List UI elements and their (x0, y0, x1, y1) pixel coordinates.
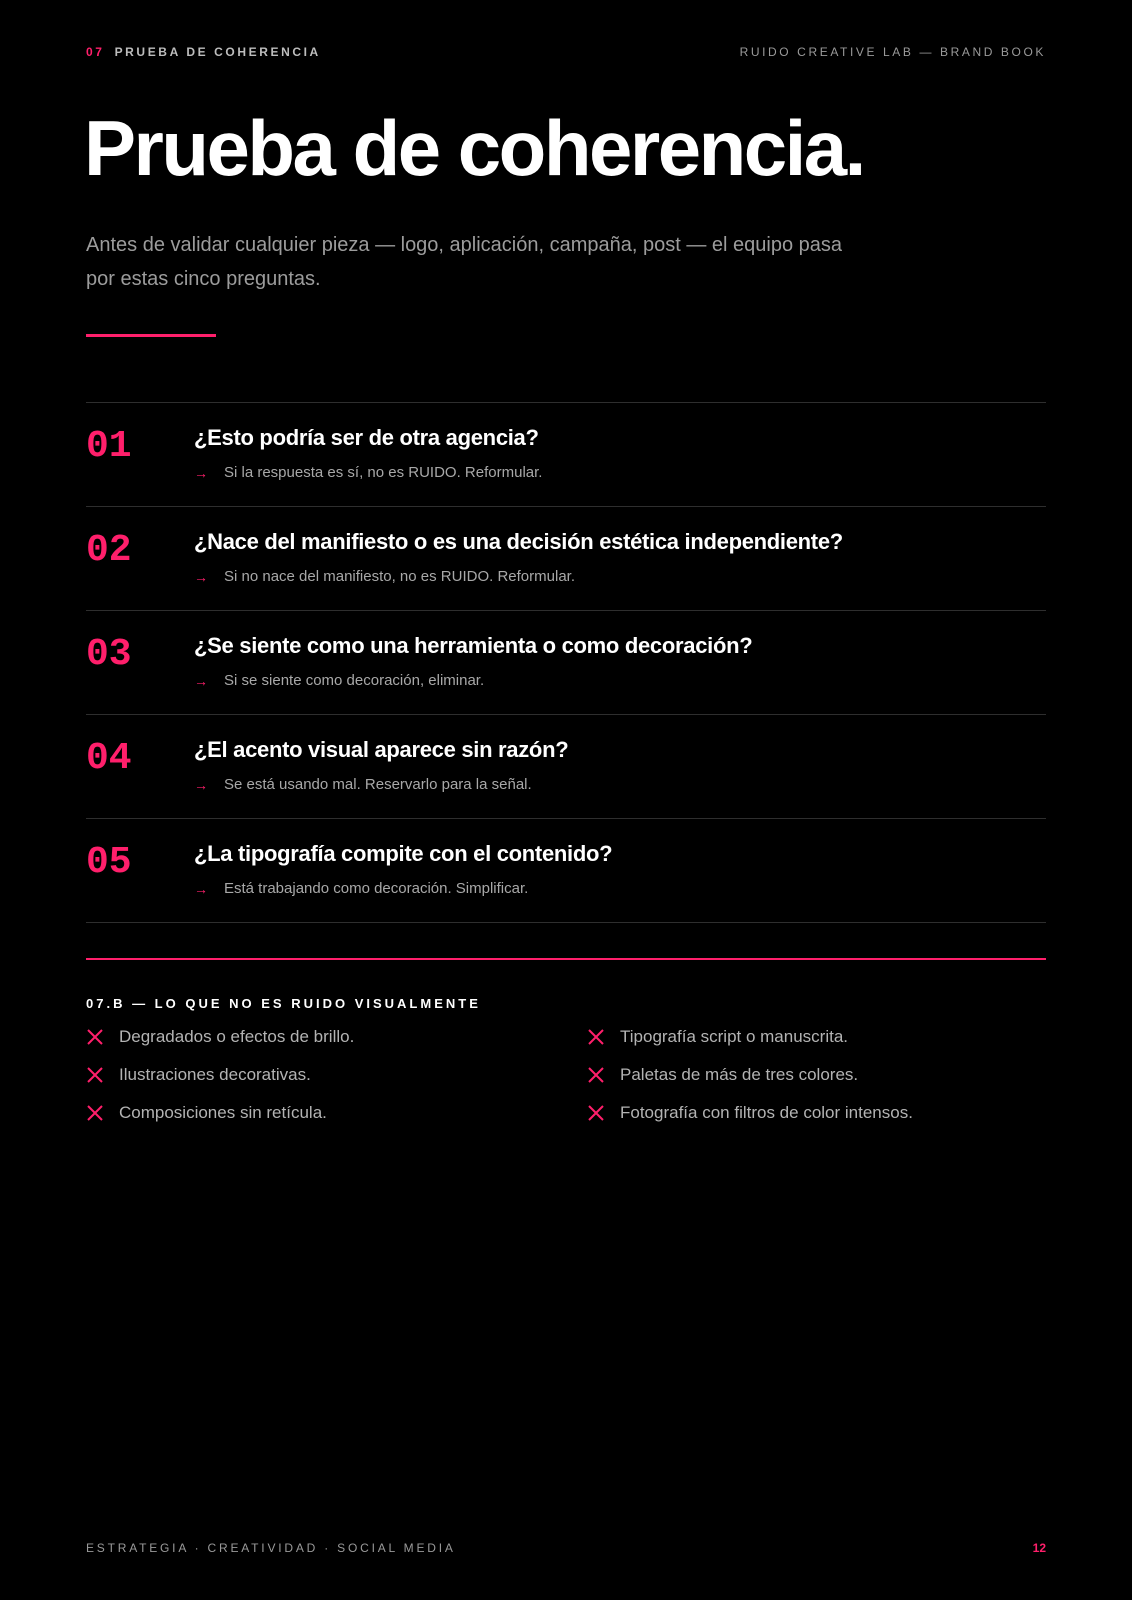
list-item (587, 1094, 913, 1132)
section-title: PRUEBA DE COHERENCIA (114, 45, 321, 59)
question-number: 04 (86, 737, 132, 780)
footer-tagline: ESTRATEGIA · CREATIVIDAD · SOCIAL MEDIA (86, 1541, 456, 1555)
question-number: 01 (86, 425, 132, 468)
question-answer (194, 775, 532, 795)
question-row (86, 611, 1046, 715)
not-ruido-title: 07.B — LO QUE NO ES RUIDO VISUALMENTE (86, 996, 481, 1011)
x-icon (587, 1066, 620, 1084)
answer-text: Si la respuesta es sí, no es RUIDO. Reformular. (224, 464, 543, 481)
question-row (86, 819, 1046, 923)
question-text: ¿Se siente como una herramienta o como decoración? (194, 633, 753, 658)
list-item (86, 1094, 354, 1132)
question-answer (194, 879, 528, 899)
x-icon (587, 1104, 620, 1122)
list-item (587, 1056, 913, 1094)
question-answer (194, 671, 484, 691)
question-answer (194, 567, 575, 587)
arrow-right-icon: → (194, 673, 208, 689)
question-row (86, 715, 1046, 819)
arrow-right-icon: → (194, 465, 208, 481)
list-item-text: Paletas de más de tres colores. (620, 1065, 859, 1084)
x-icon (86, 1104, 119, 1122)
answer-text: Si no nace del manifiesto, no es RUIDO. Reformular. (224, 568, 575, 585)
intro-paragraph: Antes de validar cualquier pieza — logo, aplicación, campaña, post — el equipo pasa por estas cinco preguntas. (86, 234, 843, 290)
question-row (86, 507, 1046, 611)
question-number: 05 (86, 841, 132, 884)
question-text: ¿Nace del manifiesto o es una decisión estética independiente? (194, 529, 843, 554)
answer-text: Se está usando mal. Reservarlo para la señal. (224, 776, 532, 793)
answer-text: Está trabajando como decoración. Simplificar. (224, 880, 529, 897)
list-item-text: Composiciones sin retícula. (119, 1103, 327, 1122)
list-item (86, 1018, 354, 1056)
accent-rule (86, 334, 216, 337)
arrow-right-icon: → (194, 881, 208, 897)
section-divider (86, 958, 1046, 960)
arrow-right-icon: → (194, 569, 208, 585)
x-icon (587, 1028, 620, 1046)
x-icon (86, 1028, 119, 1046)
list-item-text: Degradados o efectos de brillo. (119, 1027, 355, 1046)
document-title: RUIDO CREATIVE LAB — BRAND BOOK (739, 45, 1046, 59)
question-text: ¿El acento visual aparece sin razón? (194, 737, 569, 762)
questions-list (86, 402, 1046, 923)
question-number: 03 (86, 633, 132, 676)
question-text: ¿Esto podría ser de otra agencia? (194, 425, 539, 450)
not-ruido-list-left (86, 1018, 354, 1132)
question-answer (194, 463, 542, 483)
list-item (587, 1018, 913, 1056)
x-icon (86, 1066, 119, 1084)
arrow-right-icon: → (194, 777, 208, 793)
question-number: 02 (86, 529, 132, 572)
section-number: 07 (86, 45, 105, 59)
page-title: Prueba de coherencia. (84, 104, 864, 192)
page-header (86, 42, 1046, 62)
answer-text: Si se siente como decoración, eliminar. (224, 672, 485, 689)
not-ruido-list-right (587, 1018, 913, 1132)
page-number: 12 (1032, 1541, 1046, 1555)
list-item (86, 1056, 354, 1094)
page-footer (86, 1538, 1046, 1558)
list-item-text: Tipografía script o manuscrita. (620, 1027, 849, 1046)
question-row (86, 403, 1046, 507)
list-item-text: Fotografía con filtros de color intensos. (620, 1103, 913, 1122)
section-label (86, 45, 321, 59)
list-item-text: Ilustraciones decorativas. (119, 1065, 311, 1084)
question-text: ¿La tipografía compite con el contenido? (194, 841, 613, 866)
